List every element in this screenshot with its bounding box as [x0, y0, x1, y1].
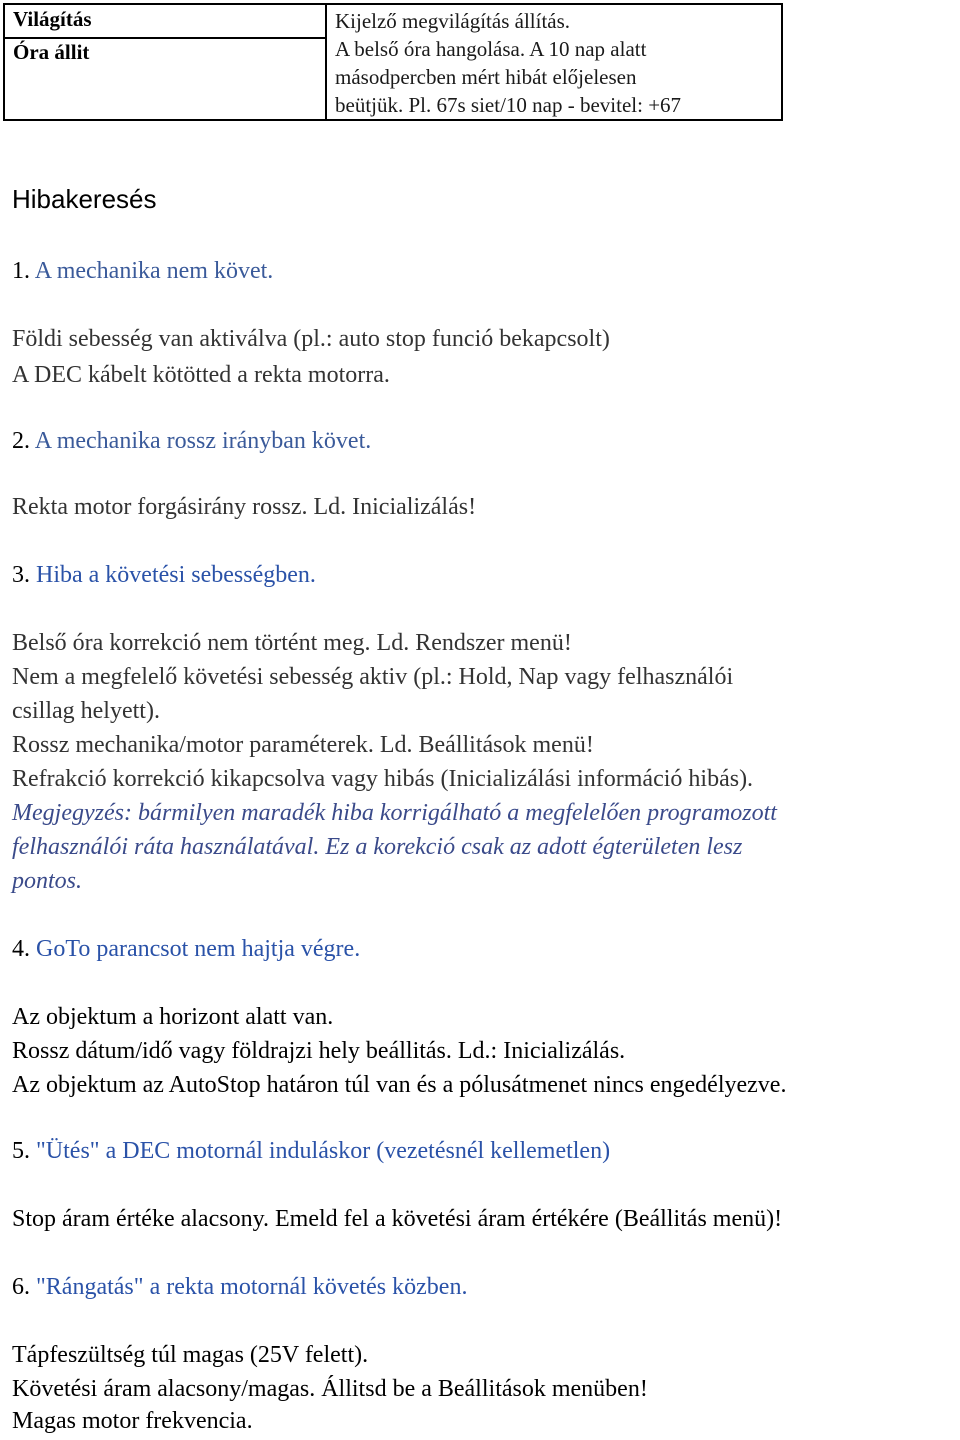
item-line: Belső óra korrekció nem történt meg. Ld. Rendszer menü!	[12, 630, 572, 656]
item-heading: 6. "Rángatás" a rekta motornál követés közben.	[12, 1274, 468, 1300]
settings-table	[3, 3, 783, 121]
table-desc: beütjük. Pl. 67s siet/10 nap - bevitel: +67	[335, 93, 682, 117]
item-line: Magas motor frekvencia.	[12, 1408, 253, 1434]
item-heading: 5. "Ütés" a DEC motornál induláskor (vezetésnél kellemetlen)	[12, 1138, 611, 1164]
table-desc: A belső óra hangolása. A 10 nap alatt	[335, 37, 647, 61]
table-desc: másodpercben mért hibát előjelesen	[335, 65, 637, 89]
item-line: Refrakció korrekció kikapcsolva vagy hibás (Inicializálási információ hibás).	[12, 766, 754, 792]
table-divider-vertical	[325, 5, 327, 119]
table-divider-horizontal	[5, 37, 325, 39]
item-note: pontos.	[12, 868, 83, 894]
item-line: Földi sebesség van aktiválva (pl.: auto stop funció bekapcsolt)	[12, 326, 610, 352]
item-line: Rekta motor forgásirány rossz. Ld. Inicializálás!	[12, 494, 477, 520]
item-line: Követési áram alacsony/magas. Állitsd be a Beállitások menüben!	[12, 1376, 648, 1402]
item-note: Megjegyzés: bármilyen maradék hiba korrigálható a megfelelően programozott	[12, 800, 777, 826]
item-line: Nem a megfelelő követési sebesség aktiv (pl.: Hold, Nap vagy felhasználói	[12, 664, 734, 690]
item-line: Az objektum az AutoStop határon túl van és a pólusátmenet nincs engedélyezve.	[12, 1072, 787, 1098]
item-line: Stop áram értéke alacsony. Emeld fel a követési áram értékére (Beállitás menü)!	[12, 1206, 783, 1232]
item-heading: 2. A mechanika rossz irányban követ.	[12, 428, 372, 454]
item-note: felhasználói ráta használatával. Ez a korekció csak az adott égterületen lesz	[12, 834, 743, 860]
item-line: A DEC kábelt kötötted a rekta motorra.	[12, 362, 390, 388]
table-desc: Kijelző megvilágítás állítás.	[335, 9, 571, 33]
item-heading: 4. GoTo parancsot nem hajtja végre.	[12, 936, 361, 962]
table-term: Világítás	[13, 7, 92, 31]
item-heading: 3. Hiba a követési sebességben.	[12, 562, 316, 588]
item-line: Rossz dátum/idő vagy földrajzi hely beállitás. Ld.: Inicializálás.	[12, 1038, 626, 1064]
item-line: Az objektum a horizont alatt van.	[12, 1004, 334, 1030]
item-line: csillag helyett).	[12, 698, 160, 724]
table-term: Óra állit	[13, 40, 90, 64]
item-line: Rossz mechanika/motor paraméterek. Ld. Beállitások menü!	[12, 732, 594, 758]
section-title: Hibakeresés	[12, 184, 157, 214]
item-heading: 1. A mechanika nem követ.	[12, 258, 274, 284]
item-line: Tápfeszültség túl magas (25V felett).	[12, 1342, 369, 1368]
